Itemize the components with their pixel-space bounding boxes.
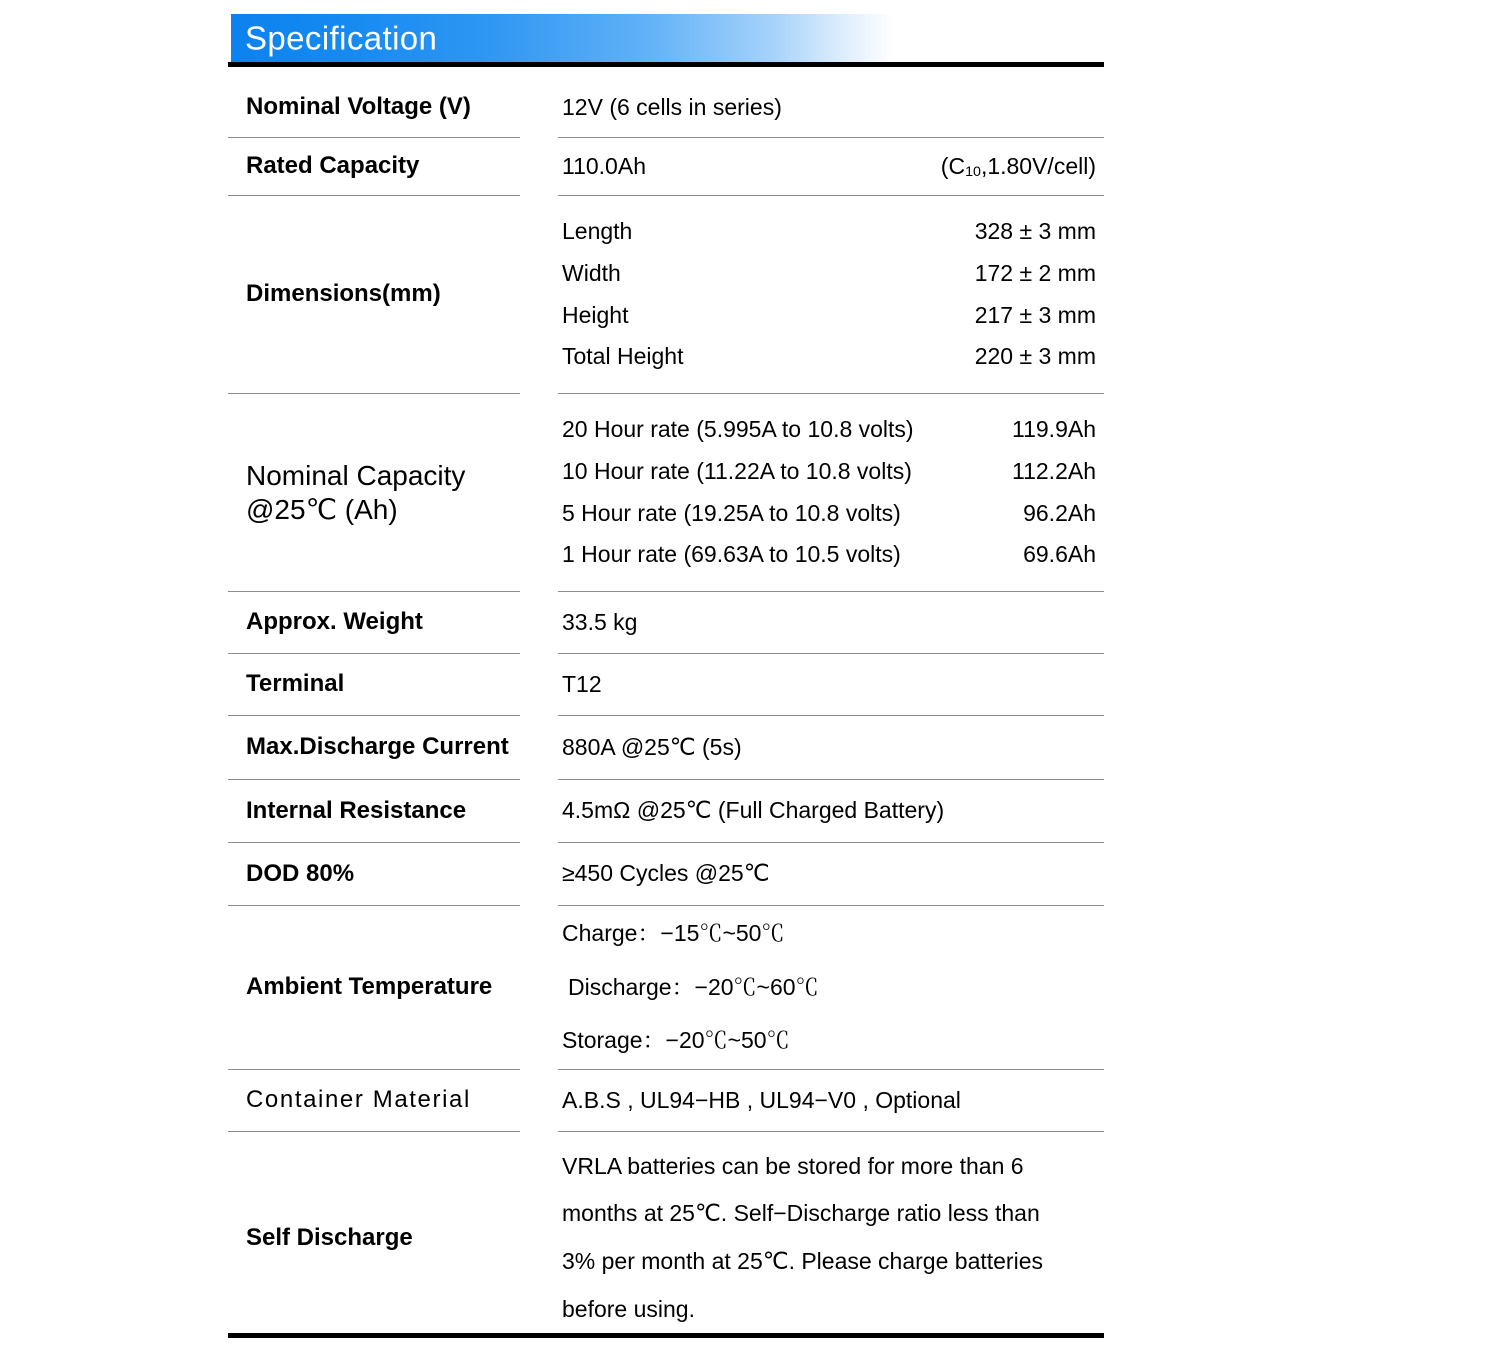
specification-header-banner (231, 14, 1103, 62)
capacity-rate-value: 112.2Ah (1012, 457, 1096, 484)
capacity-rate-value: 96.2Ah (1023, 499, 1096, 526)
value-approx-weight: 33.5 kg (562, 608, 638, 635)
capacity-rate-value: 69.6Ah (1023, 541, 1096, 568)
table-row-dod-80 (228, 843, 1104, 906)
column-gap (520, 906, 558, 1070)
dimension-value: 172 ± 2 mm (974, 259, 1096, 286)
row-label-cell (228, 1070, 520, 1132)
row-label-cell (228, 843, 520, 906)
dimension-value: 220 ± 3 mm (974, 343, 1096, 370)
table-row-nominal-voltage (228, 78, 1104, 138)
dimension-name: Width (562, 259, 621, 286)
row-label-cell (228, 780, 520, 843)
label-max-discharge-current: Max.Discharge Current (246, 733, 509, 761)
row-value-cell (558, 1132, 1104, 1344)
label-rated-capacity: Rated Capacity (246, 152, 420, 180)
row-value-cell (558, 906, 1104, 1070)
row-label-cell (228, 138, 520, 196)
note-prefix: (C (940, 152, 966, 179)
label-nominal-capacity-line1: Nominal Capacity (246, 460, 466, 492)
row-value-cell (558, 780, 1104, 843)
table-bottom-rule (228, 1333, 1104, 1338)
value-terminal: T12 (562, 670, 602, 697)
value-max-discharge-current: 880A @25℃ (5s) (562, 733, 742, 760)
table-row-ambient-temperature (228, 906, 1104, 1070)
self-discharge-line: months at 25℃. Self−Discharge ratio less than (562, 1200, 1040, 1227)
ambient-storage-range: Storage：−20℃~50℃ (562, 1027, 790, 1054)
label-dod-80: DOD 80% (246, 859, 355, 887)
label-nominal-capacity (246, 459, 465, 525)
row-value-cell (558, 843, 1104, 906)
list-item (562, 260, 1096, 288)
row-label-cell (228, 78, 520, 138)
row-value-cell (558, 654, 1104, 716)
list-item (562, 302, 1096, 330)
list-item (562, 458, 1096, 486)
table-row-approx-weight (228, 592, 1104, 654)
capacity-rate-name: 1 Hour rate (69.63A to 10.5 volts) (562, 541, 901, 568)
column-gap (520, 1070, 558, 1132)
specification-table (228, 78, 1104, 1344)
column-gap (520, 1132, 558, 1344)
value-rated-capacity-note (646, 153, 1096, 181)
row-value-cell (558, 592, 1104, 654)
self-discharge-line: before using. (562, 1295, 695, 1322)
label-container-material: Container Material (246, 1086, 471, 1114)
ambient-charge-range: Charge：−15℃~50℃ (562, 920, 785, 947)
label-dimensions: Dimensions(mm) (246, 280, 441, 308)
label-terminal: Terminal (246, 670, 345, 698)
header-divider-rule (228, 62, 1104, 67)
column-gap (520, 592, 558, 654)
dimension-name: Total Height (562, 343, 684, 370)
value-rated-capacity: 110.0Ah (562, 152, 646, 179)
label-nominal-capacity-line2: @25℃ (Ah) (246, 493, 398, 525)
value-container-material: A.B.S , UL94−HB , UL94−V0 , Optional (562, 1086, 961, 1113)
row-label-cell (228, 592, 520, 654)
column-gap (520, 780, 558, 843)
page-title: Specification (245, 19, 438, 57)
list-item (562, 218, 1096, 246)
note-subscript: 10 (965, 164, 981, 181)
row-value-cell (558, 196, 1104, 394)
value-nominal-voltage: 12V (6 cells in series) (562, 93, 782, 120)
capacity-rate-name: 5 Hour rate (19.25A to 10.8 volts) (562, 499, 901, 526)
row-label-cell (228, 716, 520, 780)
value-internal-resistance: 4.5mΩ @25℃ (Full Charged Battery) (562, 797, 945, 824)
dimension-value: 328 ± 3 mm (974, 218, 1096, 245)
row-label-cell (228, 1132, 520, 1344)
table-row-terminal (228, 654, 1104, 716)
table-row-rated-capacity (228, 138, 1104, 196)
column-gap (520, 654, 558, 716)
row-value-cell (558, 716, 1104, 780)
row-value-cell (558, 78, 1104, 138)
table-row-dimensions (228, 196, 1104, 394)
column-gap (520, 394, 558, 592)
row-label-cell (228, 654, 520, 716)
column-gap (520, 843, 558, 906)
column-gap (520, 716, 558, 780)
table-row-container-material (228, 1070, 1104, 1132)
dimension-name: Length (562, 218, 633, 245)
label-nominal-voltage: Nominal Voltage (V) (246, 93, 471, 121)
value-rated-capacity-line (562, 153, 1096, 181)
capacity-rate-name: 10 Hour rate (11.22A to 10.8 volts) (562, 457, 912, 484)
capacity-rate-name: 20 Hour rate (5.995A to 10.8 volts) (562, 416, 914, 443)
table-row-self-discharge (228, 1132, 1104, 1344)
capacity-rate-value: 119.9Ah (1012, 416, 1096, 443)
note-suffix: ,1.80V/cell) (980, 152, 1096, 179)
row-label-cell (228, 394, 520, 592)
row-value-cell (558, 138, 1104, 196)
label-internal-resistance: Internal Resistance (246, 796, 467, 824)
self-discharge-line: 3% per month at 25℃. Please charge batteries (562, 1248, 1043, 1274)
dimension-name: Height (562, 301, 629, 328)
label-ambient-temperature: Ambient Temperature (246, 973, 493, 1001)
label-approx-weight: Approx. Weight (246, 608, 423, 636)
column-gap (520, 78, 558, 138)
table-row-internal-resistance (228, 780, 1104, 843)
label-self-discharge: Self Discharge (246, 1223, 413, 1251)
list-item (562, 541, 1096, 569)
list-item (562, 500, 1096, 528)
self-discharge-line: VRLA batteries can be stored for more than 6 (562, 1152, 1024, 1179)
list-item (562, 416, 1096, 444)
column-gap (520, 196, 558, 394)
value-dod-80: ≥450 Cycles @25℃ (562, 860, 770, 887)
row-label-cell (228, 906, 520, 1070)
dimension-value: 217 ± 3 mm (974, 301, 1096, 328)
row-value-cell (558, 1070, 1104, 1132)
table-row-nominal-capacity (228, 394, 1104, 592)
list-item (562, 343, 1096, 371)
row-label-cell (228, 196, 520, 394)
column-gap (520, 138, 558, 196)
ambient-discharge-range: Discharge：−20℃~60℃ (568, 973, 819, 1000)
row-value-cell (558, 394, 1104, 592)
table-row-max-discharge-current (228, 716, 1104, 780)
